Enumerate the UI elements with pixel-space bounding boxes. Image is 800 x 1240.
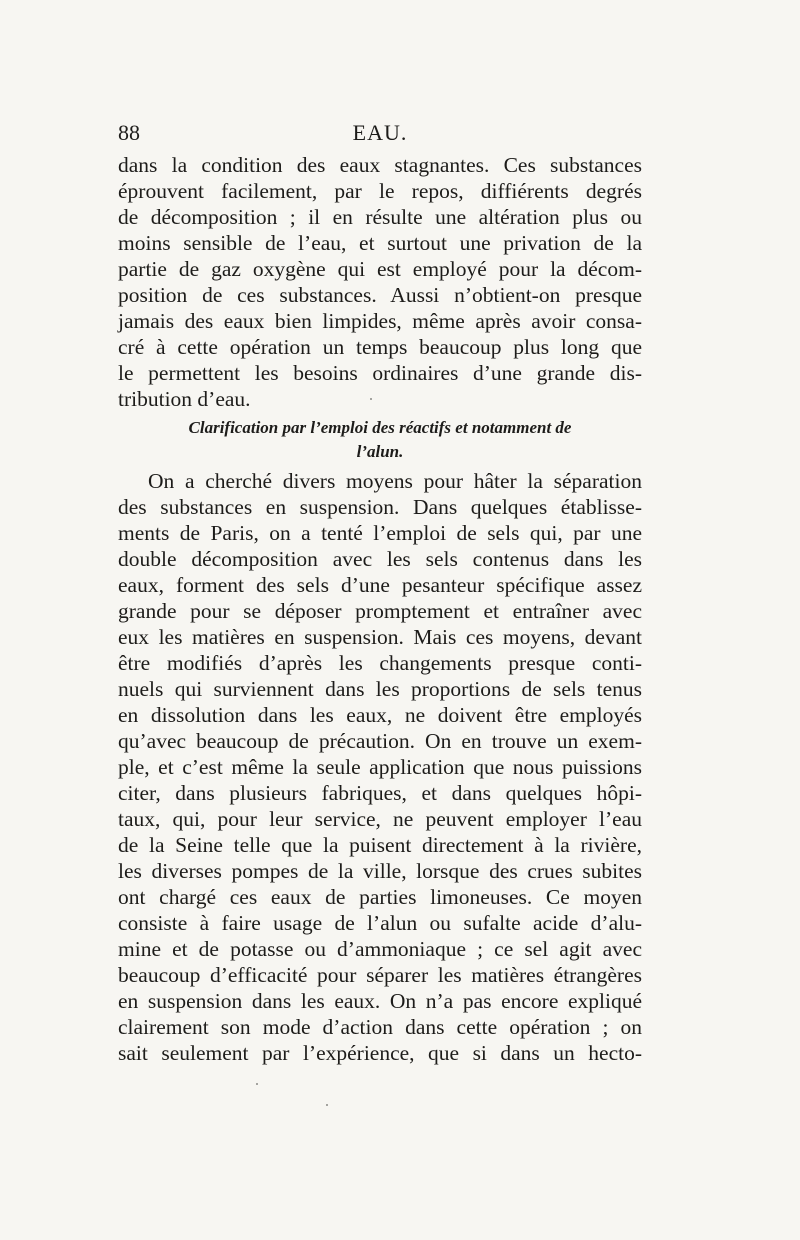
text-line: double décomposition avec les sels contenus dans les (118, 547, 642, 571)
text-line: en suspension dans les eaux. On n’a pas encore expliqué (118, 989, 642, 1013)
text-line: de décomposition ; il en résulte une altération plus ou (118, 205, 642, 229)
text-line: mine et de potasse ou d’ammoniaque ; ce sel agit avec (118, 937, 642, 961)
text-line: taux, qui, pour leur service, ne peuvent employer l’eau (118, 807, 642, 831)
text-line: cré à cette opération un temps beaucoup plus long que (118, 335, 642, 359)
text-line: consiste à faire usage de l’alun ou sufalte acide d’alu- (118, 911, 642, 935)
paper-speck (326, 1104, 328, 1106)
text-line: jamais des eaux bien limpides, même après avoir consa- (118, 309, 642, 333)
text-line: dans la condition des eaux stagnantes. Ces substances (118, 153, 642, 177)
section-heading: l’alun. (356, 442, 404, 461)
text-line: tribution d’eau. (118, 387, 251, 411)
text-line: des substances en suspension. Dans quelques établisse- (118, 495, 642, 519)
text-line: qu’avec beaucoup de précaution. On en trouve un exem- (118, 729, 642, 753)
text-line: grande pour se déposer promptement et entraîner avec (118, 599, 642, 623)
page-content (118, 118, 642, 1066)
page-number: 88 (118, 120, 140, 145)
text-line: moins sensible de l’eau, et surtout une privation de la (118, 231, 642, 255)
section-heading: Clarification par l’emploi des réactifs et notamment de (188, 418, 572, 437)
running-head (118, 118, 642, 148)
text-line: ple, et c’est même la seule application que nous puissions (118, 755, 642, 779)
text-line: éprouvent facilement, par le repos, diffiérents degrés (118, 179, 642, 203)
text-line: les diverses pompes de la ville, lorsque des crues subites (118, 859, 642, 883)
text-line: en dissolution dans les eaux, ne doivent être employés (118, 703, 642, 727)
text-line: ont chargé ces eaux de parties limoneuses. Ce moyen (118, 885, 642, 909)
text-line: être modifiés d’après les changements presque conti- (118, 651, 642, 675)
text-line: beaucoup d’efficacité pour séparer les matières étrangères (118, 963, 642, 987)
text-line: le permettent les besoins ordinaires d’une grande dis- (118, 361, 642, 385)
text-line: de la Seine telle que la puisent directement à la rivière, (118, 833, 642, 857)
body-text (118, 152, 642, 1066)
text-line: sait seulement par l’expérience, que si dans un hecto- (118, 1041, 642, 1065)
text-line: partie de gaz oxygène qui est employé pour la décom- (118, 257, 642, 281)
text-line: ments de Paris, on a tenté l’emploi de sels qui, par une (118, 521, 642, 545)
text-line: citer, dans plusieurs fabriques, et dans quelques hôpi- (118, 781, 642, 805)
text-line: eaux, forment des sels d’une pesanteur spécifique assez (118, 573, 642, 597)
text-line: On a cherché divers moyens pour hâter la séparation (148, 469, 642, 493)
text-line: clairement son mode d’action dans cette opération ; on (118, 1015, 642, 1039)
paper-speck (370, 398, 372, 400)
text-line: eux les matières en suspension. Mais ces moyens, devant (118, 625, 642, 649)
text-line: nuels qui surviennent dans les proportions de sels tenus (118, 677, 642, 701)
running-title: EAU. (352, 120, 408, 145)
paper-speck (256, 1083, 258, 1085)
text-line: position de ces substances. Aussi n’obtient-on presque (118, 283, 642, 307)
